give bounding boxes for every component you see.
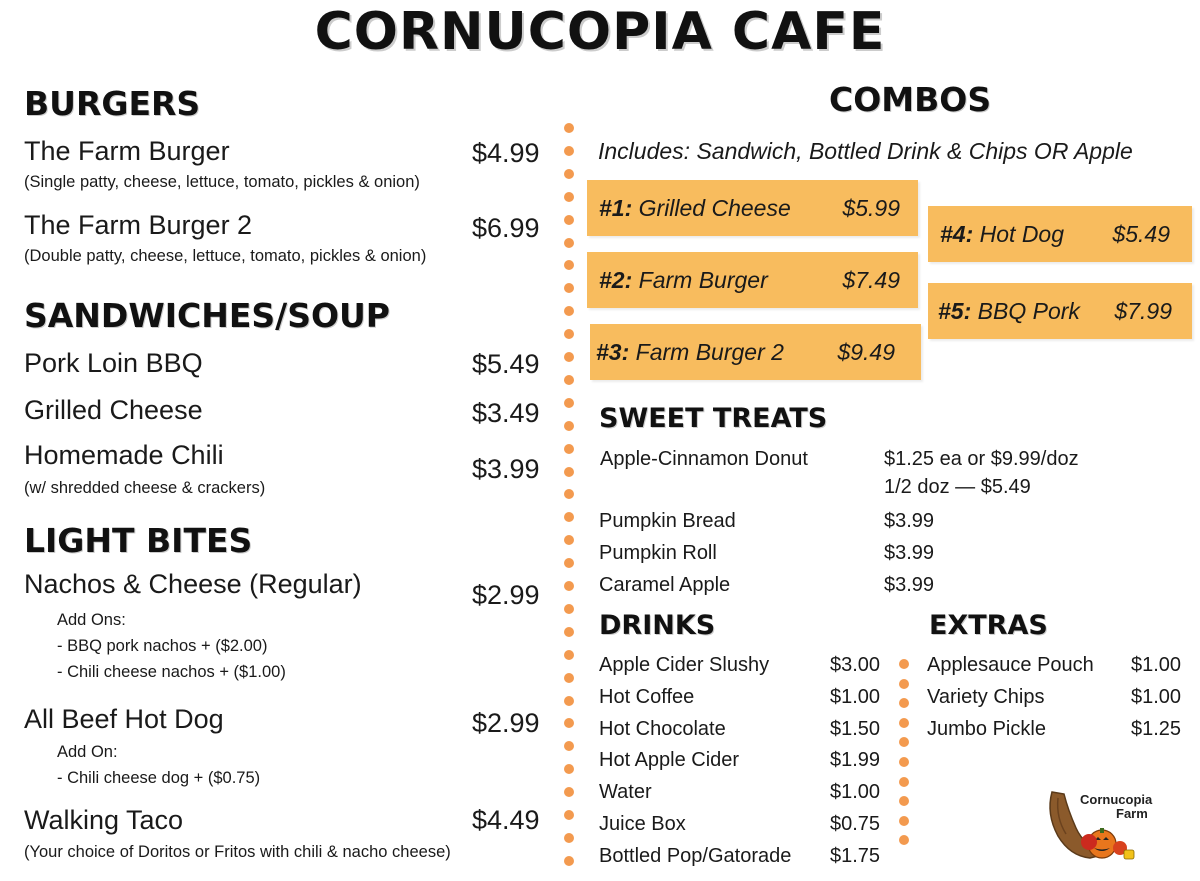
- combo-1-box: [587, 180, 918, 236]
- logo-text-line1: Cornucopia: [1080, 792, 1153, 807]
- divider-dot: [564, 238, 574, 248]
- sweet-treats-heading: SWEET TREATS: [599, 403, 828, 434]
- divider-dot: [564, 123, 574, 133]
- combo-number: #1:: [599, 194, 633, 221]
- drink-price: $1.50: [830, 718, 881, 740]
- divider-dot: [564, 604, 574, 614]
- divider-dot: [564, 810, 574, 820]
- light-bites-heading: LIGHT BITES: [24, 521, 253, 560]
- menu-item-price: $4.99: [472, 138, 540, 168]
- divider-dot: [899, 698, 909, 708]
- combo-number: #2:: [599, 266, 633, 293]
- combo-name: BBQ Pork: [977, 297, 1080, 324]
- divider-dot: [564, 352, 574, 362]
- combos-heading: COMBOS: [829, 80, 992, 119]
- combo-number: #5:: [938, 297, 972, 324]
- menu-item-description: (Double patty, cheese, lettuce, tomato, pickles & onion): [24, 247, 427, 265]
- divider-dot: [564, 673, 574, 683]
- page-title: CORNUCOPIA CAFE: [314, 2, 886, 62]
- divider-dot: [564, 192, 574, 202]
- combo-name: Grilled Cheese: [638, 194, 791, 221]
- combo-3-box: [590, 324, 921, 380]
- divider-dot: [564, 444, 574, 454]
- combo-price: $9.49: [837, 338, 895, 365]
- addon-item: - BBQ pork nachos + ($2.00): [57, 637, 268, 655]
- divider-dot: [564, 283, 574, 293]
- divider-dot: [564, 329, 574, 339]
- divider-dot: [564, 512, 574, 522]
- drinks-heading: DRINKS: [599, 610, 716, 641]
- extra-name: Variety Chips: [927, 686, 1045, 708]
- drink-name: Hot Apple Cider: [599, 749, 740, 771]
- menu-item-name: Caramel Apple: [599, 574, 731, 596]
- menu-item-price: $3.99: [884, 510, 935, 532]
- drink-price: $1.00: [830, 686, 881, 708]
- divider-dot: [564, 535, 574, 545]
- combo-5-box: [928, 283, 1192, 339]
- menu-item-price: $6.99: [472, 213, 540, 243]
- divider-dot: [564, 741, 574, 751]
- menu-item-price-alt: 1/2 doz — $5.49: [884, 476, 1031, 498]
- divider-dot: [899, 816, 909, 826]
- extras-heading: EXTRAS: [929, 610, 1048, 641]
- menu-item-price: $1.25 ea or $9.99/doz: [884, 448, 1079, 470]
- drink-price: $0.75: [830, 813, 881, 835]
- extra-name: Jumbo Pickle: [927, 718, 1046, 740]
- divider-dot: [564, 833, 574, 843]
- menu-item-name: All Beef Hot Dog: [24, 704, 224, 734]
- divider-dot: [564, 627, 574, 637]
- divider-dot: [564, 581, 574, 591]
- divider-dot: [564, 787, 574, 797]
- addon-label: Add Ons:: [57, 611, 126, 629]
- menu-item-name: Pumpkin Roll: [599, 542, 717, 564]
- drink-price: $1.75: [830, 845, 881, 867]
- extra-price: $1.00: [1131, 654, 1182, 676]
- menu-item-description: (w/ shredded cheese & crackers): [24, 479, 266, 497]
- menu-item-name: The Farm Burger: [24, 136, 230, 166]
- menu-item-price: $3.99: [884, 574, 935, 596]
- divider-dot: [899, 679, 909, 689]
- menu-item-name: Homemade Chili: [24, 440, 224, 470]
- combo-price: $7.99: [1114, 297, 1172, 324]
- drink-name: Apple Cider Slushy: [599, 654, 770, 676]
- drink-name: Water: [599, 781, 652, 803]
- combo-number: #3:: [596, 338, 630, 365]
- divider-dot: [564, 421, 574, 431]
- divider-dot: [564, 650, 574, 660]
- divider-dot: [564, 306, 574, 316]
- cornucopia-logo-icon: [1044, 784, 1164, 866]
- divider-dot: [564, 375, 574, 385]
- divider-dot: [564, 718, 574, 728]
- divider-dot: [899, 737, 909, 747]
- combo-number: #4:: [940, 220, 974, 247]
- combo-name: Farm Burger 2: [635, 338, 784, 365]
- menu-item-name: Pumpkin Bread: [599, 510, 736, 532]
- combo-price: $5.99: [842, 194, 900, 221]
- combo-name: Hot Dog: [979, 220, 1065, 247]
- menu-item-description: (Your choice of Doritos or Fritos with chili & nacho cheese): [24, 843, 451, 861]
- combo-2-box: [587, 252, 918, 308]
- menu-item-price: $5.49: [472, 349, 540, 379]
- menu-item-name: Apple-Cinnamon Donut: [600, 448, 808, 470]
- divider-dot: [564, 489, 574, 499]
- combo-price: $7.49: [842, 266, 900, 293]
- cornucopia-farm-logo: [1044, 784, 1164, 866]
- menu-item-name: Walking Taco: [24, 805, 184, 835]
- divider-dot: [564, 169, 574, 179]
- divider-dot: [564, 146, 574, 156]
- combo-name: Farm Burger: [638, 266, 768, 293]
- extra-price: $1.25: [1131, 718, 1182, 740]
- menu-item-name: Pork Loin BBQ: [24, 348, 203, 378]
- divider-dot: [899, 835, 909, 845]
- divider-dot: [564, 467, 574, 477]
- drink-name: Hot Coffee: [599, 686, 695, 708]
- burgers-heading: BURGERS: [24, 84, 201, 123]
- addon-label: Add On:: [57, 743, 118, 761]
- divider-dot: [899, 777, 909, 787]
- combo-4-box: [928, 206, 1192, 262]
- menu-item-price: $2.99: [472, 708, 540, 738]
- logo-text-line2: Farm: [1116, 806, 1148, 821]
- divider-dot: [564, 856, 574, 866]
- menu-item-price: $4.49: [472, 805, 540, 835]
- combo-price: $5.49: [1112, 220, 1170, 247]
- menu-item-name: Grilled Cheese: [24, 395, 203, 425]
- drink-name: Juice Box: [599, 813, 686, 835]
- divider-dot: [899, 659, 909, 669]
- menu-item-name: Nachos & Cheese (Regular): [24, 569, 362, 599]
- extra-name: Applesauce Pouch: [927, 654, 1094, 676]
- divider-dot: [899, 718, 909, 728]
- menu-item-name: The Farm Burger 2: [24, 210, 253, 240]
- sandwiches-heading: SANDWICHES/SOUP: [24, 296, 390, 335]
- divider-dot: [564, 260, 574, 270]
- combos-includes-text: Includes: Sandwich, Bottled Drink & Chips OR Apple: [598, 138, 1133, 164]
- menu-item-price: $3.99: [472, 454, 540, 484]
- extra-price: $1.00: [1131, 686, 1182, 708]
- menu-item-price: $3.99: [884, 542, 935, 564]
- divider-dot: [564, 764, 574, 774]
- divider-dot: [564, 696, 574, 706]
- divider-dot: [564, 398, 574, 408]
- drink-name: Hot Chocolate: [599, 718, 726, 740]
- addon-item: - Chili cheese nachos + ($1.00): [57, 663, 286, 681]
- drink-price: $1.99: [830, 749, 881, 771]
- divider-dot: [564, 215, 574, 225]
- menu-item-price: $3.49: [472, 398, 540, 428]
- divider-dot: [564, 558, 574, 568]
- drink-name: Bottled Pop/Gatorade: [599, 845, 792, 867]
- addon-item: - Chili cheese dog + ($0.75): [57, 769, 261, 787]
- drink-price: $3.00: [830, 654, 881, 676]
- divider-dot: [899, 757, 909, 767]
- divider-dot: [899, 796, 909, 806]
- menu-item-description: (Single patty, cheese, lettuce, tomato, pickles & onion): [24, 173, 420, 191]
- drink-price: $1.00: [830, 781, 881, 803]
- menu-item-price: $2.99: [472, 580, 540, 610]
